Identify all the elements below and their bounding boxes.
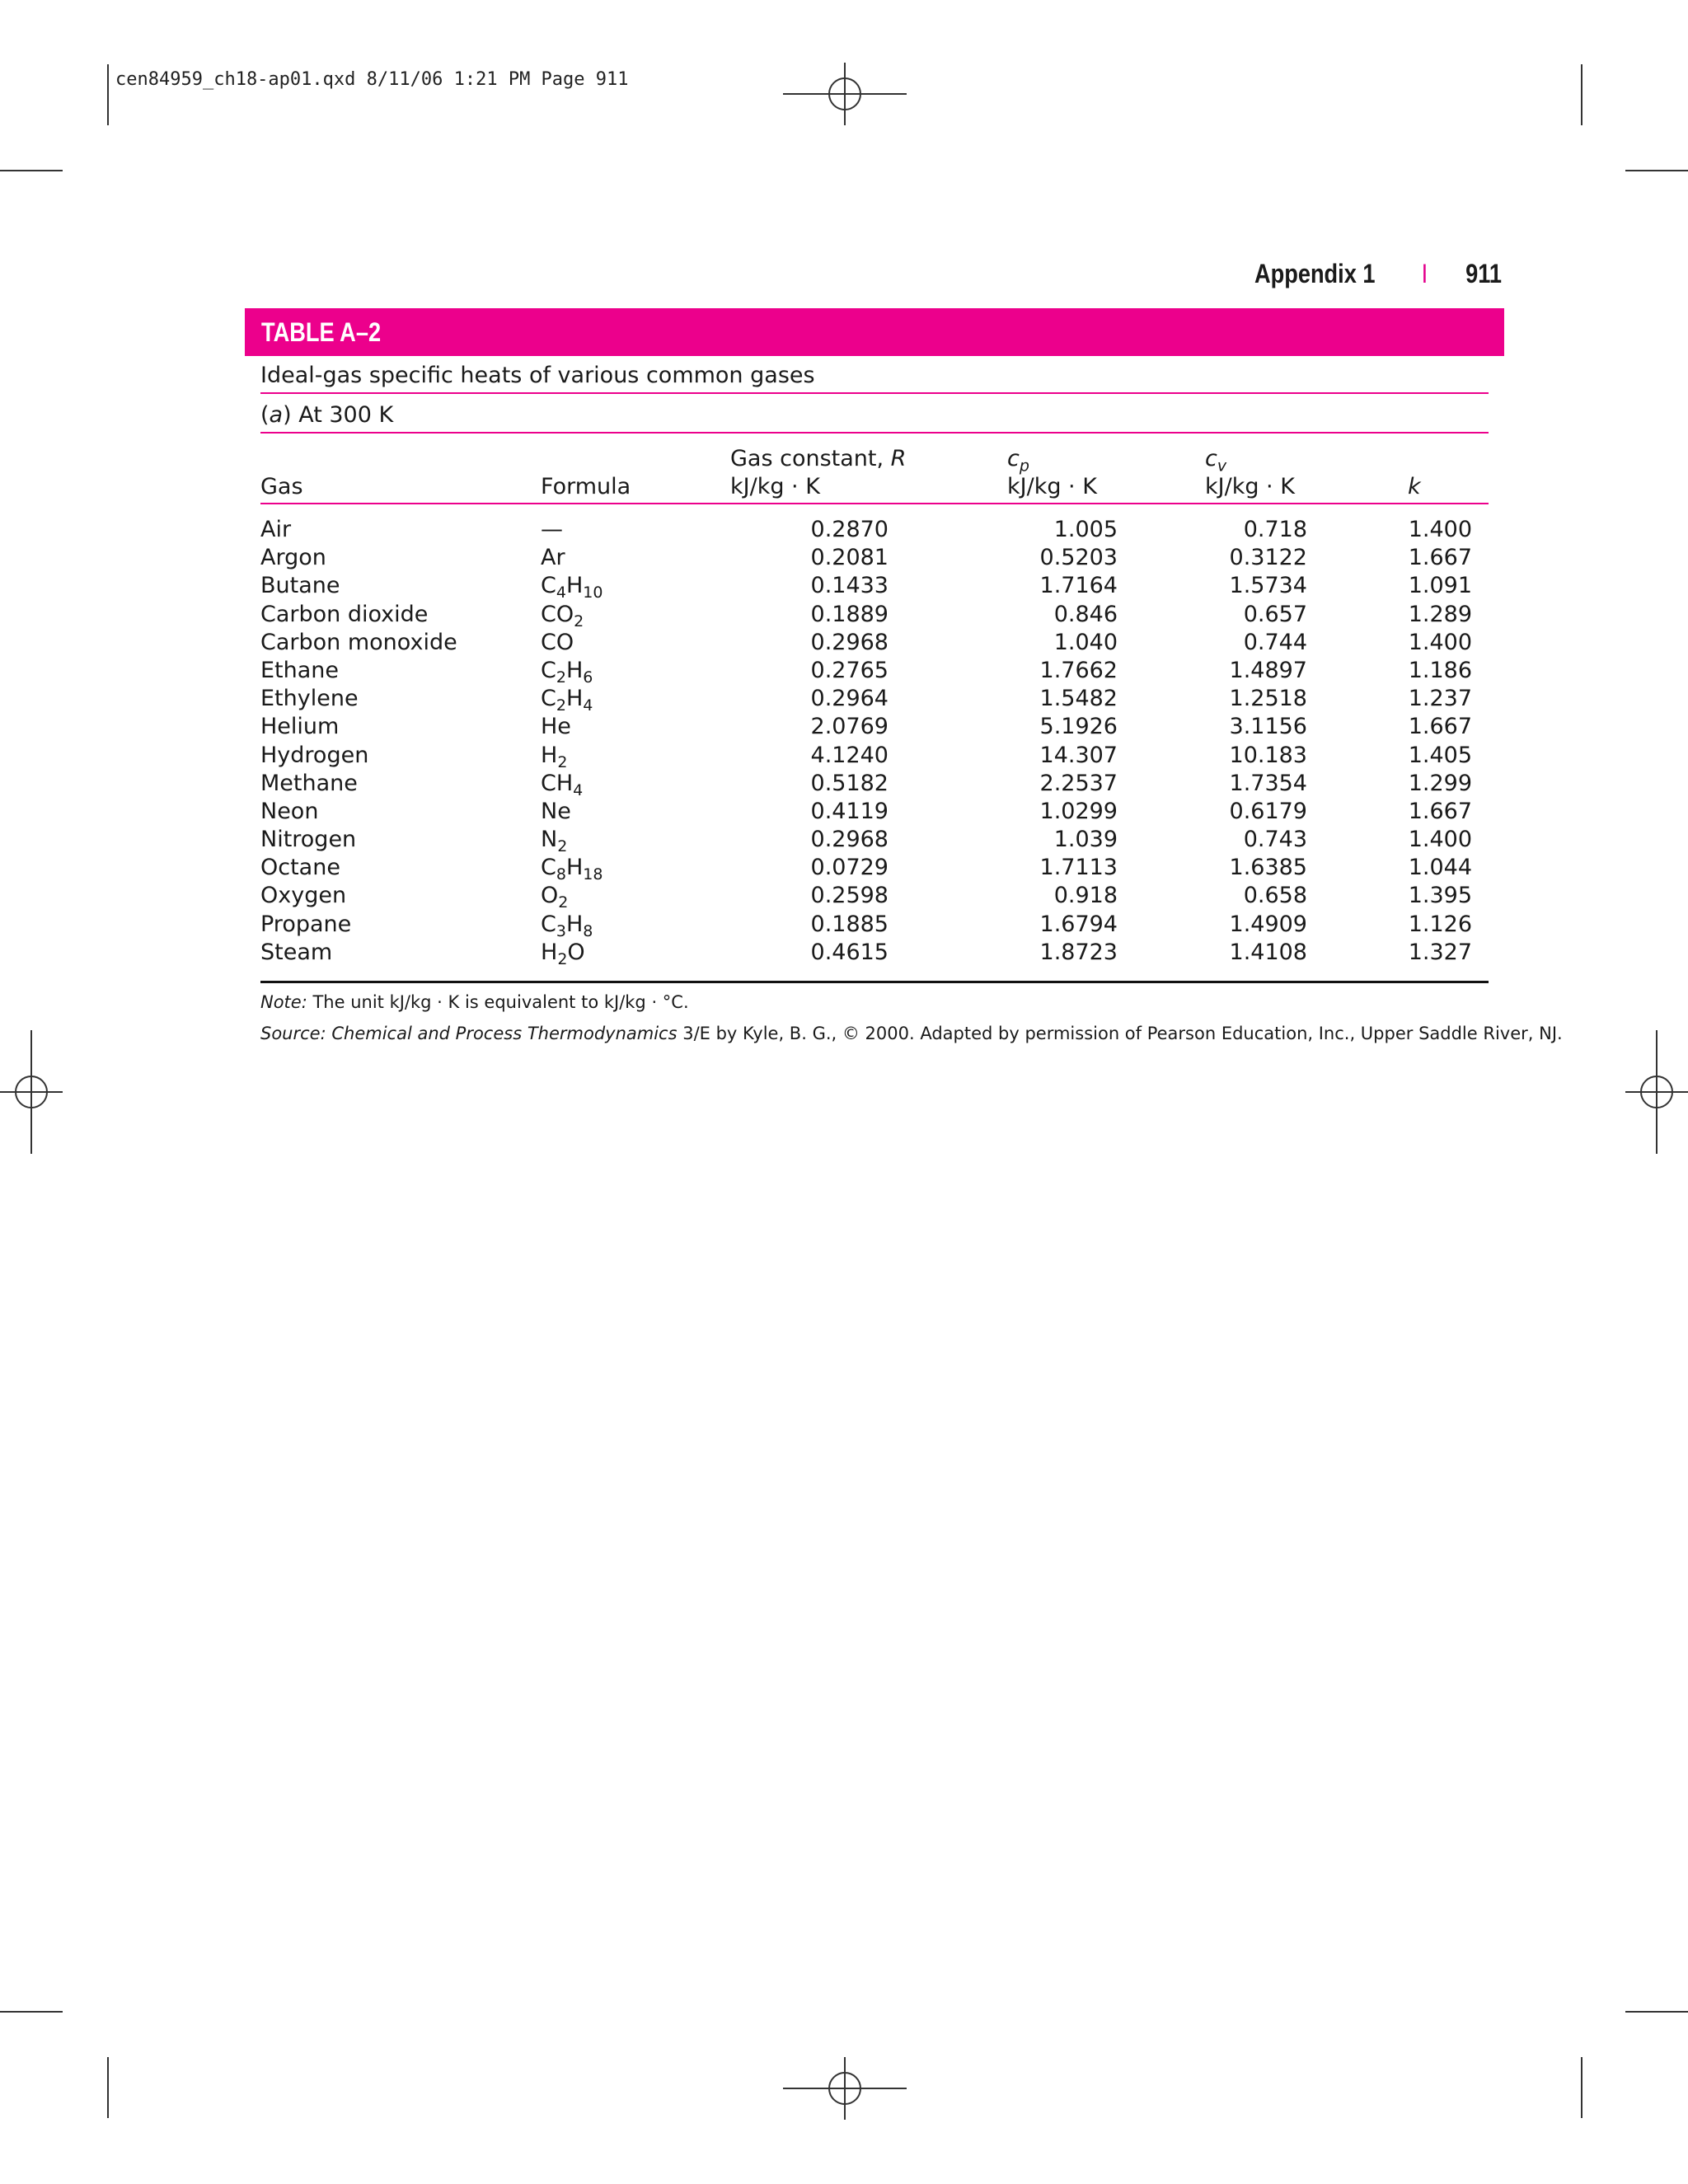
formula-element: H [565,657,584,683]
gas-constant-value: 0.4615 [810,939,889,965]
formula-subscript: 2 [556,696,566,715]
gas-constant-value: 0.1433 [810,573,889,599]
gas-constant-value: 0.0729 [810,855,889,881]
cv-value: 0.657 [1243,601,1307,627]
gas-formula [541,516,563,544]
gas-constant-value: 0.2964 [810,686,889,712]
gas-name: Methane [260,770,358,796]
formula-element: H [541,742,558,768]
formula-subscript: 18 [583,865,603,884]
crop-mark-icon [0,170,63,171]
cp-value: 1.039 [1053,827,1118,853]
table-body [260,516,1489,967]
formula-element: CH [541,770,574,796]
table-caption: Ideal-gas specific heats of various common gases [260,363,1489,394]
formula-element: CO [541,629,574,655]
k-value: 1.667 [1408,714,1472,740]
registration-mark-icon [1625,1030,1688,1154]
cv-value: 0.743 [1243,827,1307,853]
k-value: 1.289 [1408,601,1472,627]
cv-value: 1.2518 [1229,686,1307,712]
formula-element: — [541,517,563,542]
gas-name: Neon [260,798,319,824]
gas-name: Steam [260,939,333,965]
crop-mark-icon [1581,2057,1582,2118]
formula-element: C [541,855,556,881]
formula-element: N [541,827,558,853]
header-cp: $c_p$ kJ/kg · K [1007,446,1097,499]
gas-name: Air [260,517,292,542]
gas-formula [541,601,584,629]
running-head [1254,257,1502,290]
gas-formula [541,911,593,939]
table-row [260,939,1489,967]
registration-mark-icon [0,1030,63,1154]
header-k: k [1408,474,1421,499]
formula-subscript: 2 [557,752,568,771]
table-row [260,882,1489,910]
gas-constant-value: 0.1889 [810,601,889,627]
formula-subscript: 4 [583,696,593,715]
cv-value: 10.183 [1229,742,1307,768]
cp-value: 1.040 [1053,629,1118,655]
gas-name: Argon [260,545,326,571]
gas-name: Helium [260,714,340,740]
registration-mark-icon [783,63,907,125]
table-id: TABLE A–2 [261,316,382,347]
cv-value: 1.5734 [1229,573,1307,599]
k-value: 1.126 [1408,911,1472,937]
cv-value: 0.3122 [1229,545,1307,571]
formula-subscript: 2 [558,893,569,912]
gas-formula [541,629,574,657]
cp-value: 0.846 [1053,601,1118,627]
cv-value: 1.6385 [1229,855,1307,881]
k-value: 1.400 [1408,517,1472,542]
formula-element: O [567,939,585,965]
gas-name: Ethane [260,657,340,683]
formula-element: He [541,714,571,740]
gas-constant-value: 4.1240 [810,742,889,768]
crop-mark-icon [107,2057,109,2118]
k-value: 1.400 [1408,827,1472,853]
table-row [260,911,1489,939]
table-note: Note: The unit kJ/kg · K is equivalent to kJ/kg · °C. [260,992,689,1012]
table-row [260,826,1489,854]
gas-name: Ethylene [260,686,359,712]
table-row [260,854,1489,882]
k-value: 1.395 [1408,883,1472,909]
formula-element: O [541,883,559,909]
formula-subscript: 10 [583,583,603,602]
cv-value: 0.658 [1243,883,1307,909]
formula-subscript: 2 [557,949,568,968]
gas-formula [541,939,585,967]
gas-name: Hydrogen [260,742,369,768]
gas-constant-value: 0.4119 [810,798,889,824]
table-row [260,572,1489,600]
running-head-separator: I [1421,258,1428,288]
cv-value: 1.4108 [1229,939,1307,965]
gas-name: Propane [260,911,352,937]
gas-formula [541,685,593,713]
cp-value: 0.5203 [1039,545,1118,571]
cp-value: 14.307 [1039,742,1118,768]
gas-name: Nitrogen [260,827,357,853]
gas-name: Oxygen [260,883,347,909]
cv-value: 0.6179 [1229,798,1307,824]
formula-subscript: 3 [556,921,566,940]
table-row [260,629,1489,657]
formula-subscript: 8 [556,865,566,884]
table-row [260,657,1489,685]
gas-formula [541,854,603,882]
k-value: 1.299 [1408,770,1472,796]
section-title: Appendix 1 [1254,258,1376,288]
formula-element: C [541,573,556,599]
table-row [260,601,1489,629]
formula-subscript: 2 [557,837,568,856]
gas-formula [541,572,603,600]
k-value: 1.667 [1408,798,1472,824]
crop-mark-icon [107,64,109,125]
formula-subscript: 8 [583,921,593,940]
formula-element: H [541,939,558,965]
formula-subscript: 6 [583,668,593,687]
cv-value: 3.1156 [1229,714,1307,740]
formula-subscript: 2 [574,612,584,630]
crop-mark-icon [1625,170,1688,171]
cp-value: 5.1926 [1039,714,1118,740]
cp-value: 2.2537 [1039,770,1118,796]
gas-constant-value: 2.0769 [810,714,889,740]
k-value: 1.091 [1408,573,1472,599]
formula-element: C [541,911,556,937]
table-row [260,798,1489,826]
k-value: 1.044 [1408,855,1472,881]
k-value: 1.237 [1408,686,1472,712]
subcaption-text: At 300 K [298,402,394,428]
printer-slug: cen84959_ch18-ap01.qxd 8/11/06 1:21 PM Page 911 [115,69,629,90]
k-value: 1.186 [1408,657,1472,683]
formula-subscript: 4 [556,583,566,602]
k-value: 1.327 [1408,939,1472,965]
gas-formula [541,826,567,854]
table-subcaption: (a) At 300 K [260,402,1489,434]
formula-element: Ne [541,798,571,824]
gas-name: Carbon dioxide [260,601,429,627]
table-header [260,445,1489,504]
gas-name: Octane [260,855,340,881]
gas-formula [541,544,565,572]
gas-constant-value: 0.1885 [810,911,889,937]
cp-value: 1.7113 [1039,855,1118,881]
gas-constant-value: 0.2081 [810,545,889,571]
formula-element: Ar [541,545,565,571]
k-value: 1.400 [1408,629,1472,655]
gas-constant-value: 0.2968 [810,629,889,655]
table-source: Source: Chemical and Process Thermodynamics 3/E by Kyle, B. G., © 2000. Adapted by permission of Pearson Education, Inc., Upper Saddle River, NJ. [260,1024,1563,1043]
gas-formula [541,742,567,770]
formula-element: CO [541,601,574,627]
header-gas-constant: Gas constant, R kJ/kg · K [730,446,907,499]
gas-formula [541,713,571,741]
formula-element: H [565,855,584,881]
cv-value: 1.4897 [1229,657,1307,683]
formula-subscript: 4 [573,780,584,799]
cp-value: 1.5482 [1039,686,1118,712]
gas-name: Carbon monoxide [260,629,457,655]
table-bottom-rule [260,981,1489,983]
formula-subscript: 2 [556,668,566,687]
cp-value: 1.7662 [1039,657,1118,683]
header-gas: Gas [260,474,303,499]
gas-constant-value: 0.2765 [810,657,889,683]
crop-mark-icon [0,2011,63,2013]
k-value: 1.405 [1408,742,1472,768]
gas-constant-value: 0.2870 [810,517,889,542]
table-row [260,544,1489,572]
subcaption-label: a [269,402,284,428]
table-row [260,685,1489,713]
gas-constant-value: 0.2598 [810,883,889,909]
cp-value: 0.918 [1053,883,1118,909]
gas-constant-value: 0.5182 [810,770,889,796]
page-number: 911 [1465,258,1502,288]
formula-element: H [565,686,584,712]
table-row [260,516,1489,544]
header-cv: $c_v$ kJ/kg · K [1205,446,1295,499]
table-banner [245,308,1504,356]
k-value: 1.667 [1408,545,1472,571]
cp-value: 1.7164 [1039,573,1118,599]
formula-element: H [565,573,584,599]
formula-element: H [565,911,584,937]
cp-value: 1.005 [1053,517,1118,542]
cp-value: 1.8723 [1039,939,1118,965]
cv-value: 0.744 [1243,629,1307,655]
cv-value: 1.4909 [1229,911,1307,937]
table-row [260,742,1489,770]
table-row [260,770,1489,798]
gas-formula [541,657,593,685]
table-row [260,713,1489,741]
gas-formula [541,882,568,910]
cp-value: 1.6794 [1039,911,1118,937]
gas-formula [541,798,571,826]
formula-element: C [541,686,556,712]
cp-value: 1.0299 [1039,798,1118,824]
cv-value: 0.718 [1243,517,1307,542]
crop-mark-icon [1625,2011,1688,2013]
gas-formula [541,770,583,798]
cv-value: 1.7354 [1229,770,1307,796]
header-formula: Formula [541,474,631,499]
gas-name: Butane [260,573,340,599]
crop-mark-icon [1581,64,1582,125]
registration-mark-icon [783,2057,907,2120]
gas-constant-value: 0.2968 [810,827,889,853]
formula-element: C [541,657,556,683]
